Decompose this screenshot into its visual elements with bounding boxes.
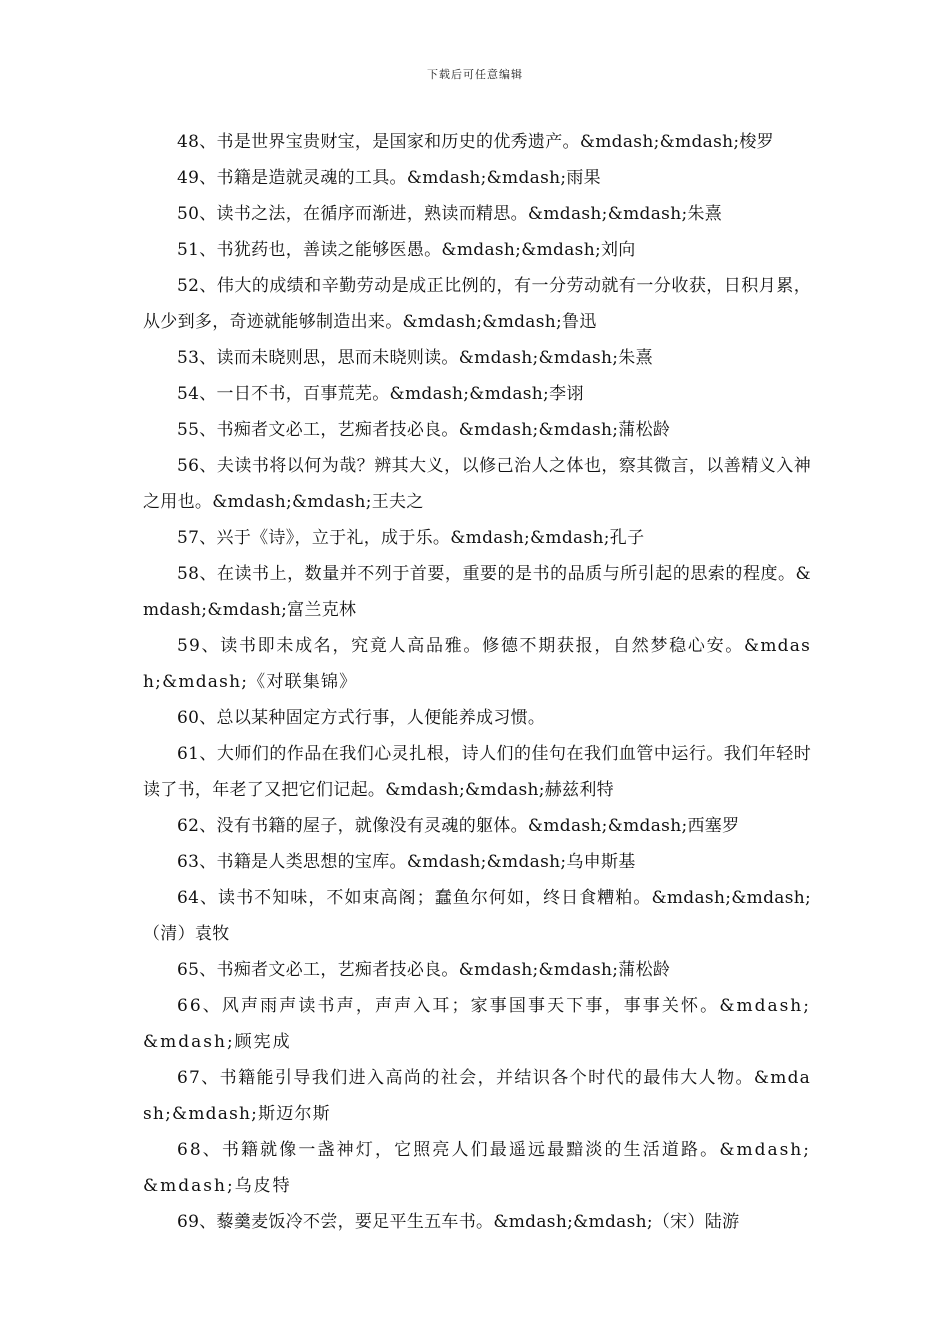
quote-item: 63、书籍是人类思想的宝库。&mdash;&mdash;乌申斯基 (177, 852, 636, 872)
quote-item: 64、读书不知味，不如束高阁；蠢鱼尔何如，终日食糟粕。&mdash;&mdash;（清）袁牧 (143, 888, 811, 944)
quote-item: 56、夫读书将以何为哉？辨其大义，以修己治人之体也，察其微言，以善精义入神之用也。&mdash;&mdash;王夫之 (143, 456, 811, 512)
quote-item: 55、书痴者文必工，艺痴者技必良。&mdash;&mdash;蒲松龄 (177, 420, 671, 440)
quote-item: 60、总以某种固定方式行事，人便能养成习惯。 (177, 708, 546, 728)
page-header: 下载后可任意编辑 (427, 68, 523, 81)
quote-item: 69、藜羹麦饭冷不尝，要足平生五车书。&mdash;&mdash;（宋）陆游 (177, 1212, 740, 1232)
quote-item: 68、书籍就像一盏神灯，它照亮人们最遥远最黯淡的生活道路。&mdash;&mdash;乌皮特 (143, 1140, 811, 1196)
quote-item: 57、兴于《诗》，立于礼，成于乐。&mdash;&mdash;孔子 (177, 528, 645, 548)
quote-item: 51、书犹药也，善读之能够医愚。&mdash;&mdash;刘向 (177, 240, 636, 260)
quote-item: 54、一日不书，百事荒芜。&mdash;&mdash;李诩 (177, 384, 584, 404)
quote-item: 50、读书之法，在循序而渐进，熟读而精思。&mdash;&mdash;朱熹 (177, 204, 723, 224)
quote-item: 66、风声雨声读书声，声声入耳；家事国事天下事，事事关怀。&mdash;&mdash;顾宪成 (143, 996, 811, 1052)
quote-item: 53、读而未晓则思，思而未晓则读。&mdash;&mdash;朱熹 (177, 348, 653, 368)
quote-item: 65、书痴者文必工，艺痴者技必良。&mdash;&mdash;蒲松龄 (177, 960, 671, 980)
quote-item: 49、书籍是造就灵魂的工具。&mdash;&mdash;雨果 (177, 168, 601, 188)
quote-item: 61、大师们的作品在我们心灵扎根，诗人们的佳句在我们血管中运行。我们年轻时读了书，年老了又把它们记起。&mdash;&mdash;赫兹利特 (143, 744, 811, 800)
quote-item: 59、读书即未成名，究竟人高品雅。修德不期获报，自然梦稳心安。&mdash;&mdash;《对联集锦》 (143, 636, 811, 692)
quote-item: 48、书是世界宝贵财宝，是国家和历史的优秀遗产。&mdash;&mdash;梭罗 (177, 132, 774, 152)
quote-item: 52、伟大的成绩和辛勤劳动是成正比例的，有一分劳动就有一分收获，日积月累，从少到多，奇迹就能够制造出来。&mdash;&mdash;鲁迅 (143, 276, 811, 332)
quote-item: 67、书籍能引导我们进入高尚的社会，并结识各个时代的最伟大人物。&mdash;&mdash;斯迈尔斯 (143, 1068, 811, 1124)
quote-item: 62、没有书籍的屋子，就像没有灵魂的躯体。&mdash;&mdash;西塞罗 (177, 816, 740, 836)
quote-item: 58、在读书上，数量并不列于首要，重要的是书的品质与所引起的思索的程度。&mdash;&mdash;富兰克林 (143, 564, 811, 620)
quote-list (143, 124, 811, 1240)
